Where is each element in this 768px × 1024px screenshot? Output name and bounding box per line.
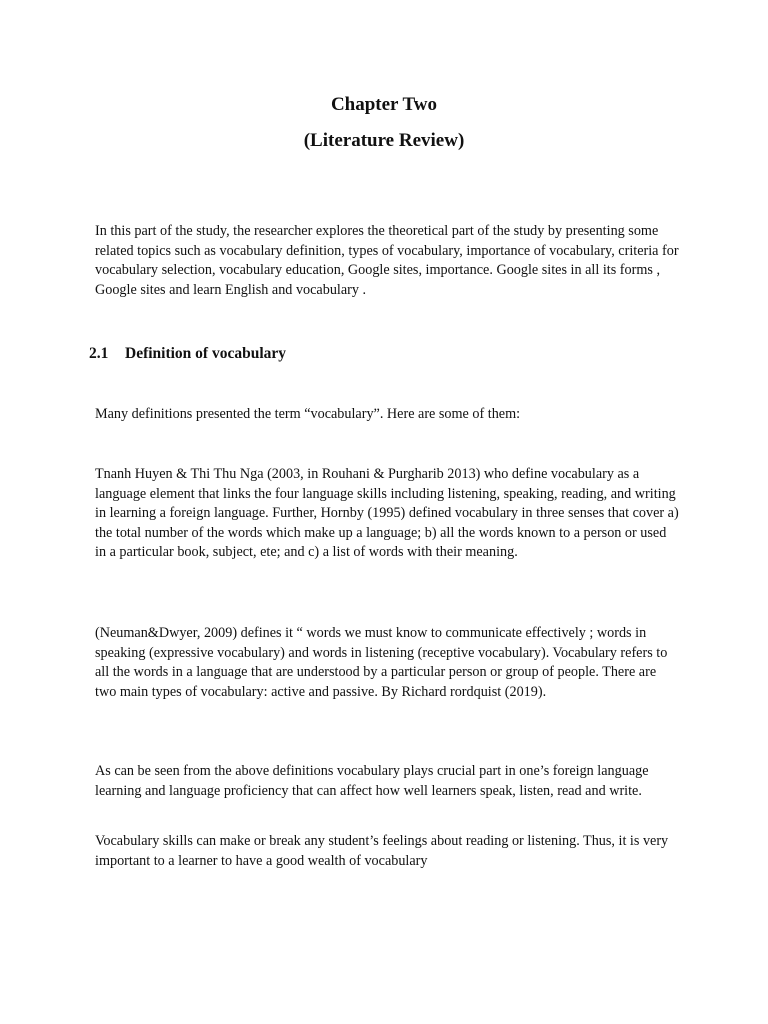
section-heading (89, 344, 286, 364)
section-number: 2.1 (89, 345, 109, 362)
paragraph: (Neuman&Dwyer, 2009) defines it “ words we must know to communicate effectively ; words in speaking (expressive vocabulary) and words in listening (receptive vocabulary). Vocabulary refers to all the words in a language that are understood by a particular person or group of people. There are two main types of vocabulary: active and passive. By Richard rordquist (2019). (95, 625, 668, 700)
paragraph: Many definitions presented the term “vocabulary”. Here are some of them: (95, 406, 521, 422)
chapter-subtitle: (Literature Review) (303, 130, 465, 151)
paragraph: Tnanh Huyen & Thi Thu Nga (2003, in Rouhani & Purgharib 2013) who define vocabulary as a language element that links the four language skills including listening, speaking, reading, and writing in learning a foreign language. Further, Hornby (1995) defined vocabulary in three senses that cover a) the total number of the words which make up a language; b) all the words known to a person or used in a particular book, subject, ete; and c) a list of words with their meaning. (95, 466, 679, 561)
intro-paragraph: In this part of the study, the researcher explores the theoretical part of the study by presenting some related topics such as vocabulary definition, types of vocabulary, importance of vocabulary, criteria for vocabulary selection, vocabulary education, Google sites, importance. Google sites in all its forms , Google sites and learn English and vocabulary . (95, 223, 679, 298)
paragraph: As can be seen from the above definitions vocabulary plays crucial part in one’s foreign language learning and language proficiency that can affect how well learners speak, listen, read and write. (95, 763, 649, 799)
paragraph: Vocabulary skills can make or break any student’s feelings about reading or listening. Thus, it is very important to a learner to have a good wealth of vocabulary (95, 833, 669, 869)
chapter-title: Chapter Two (330, 94, 438, 115)
section-title: Definition of vocabulary (125, 345, 287, 362)
